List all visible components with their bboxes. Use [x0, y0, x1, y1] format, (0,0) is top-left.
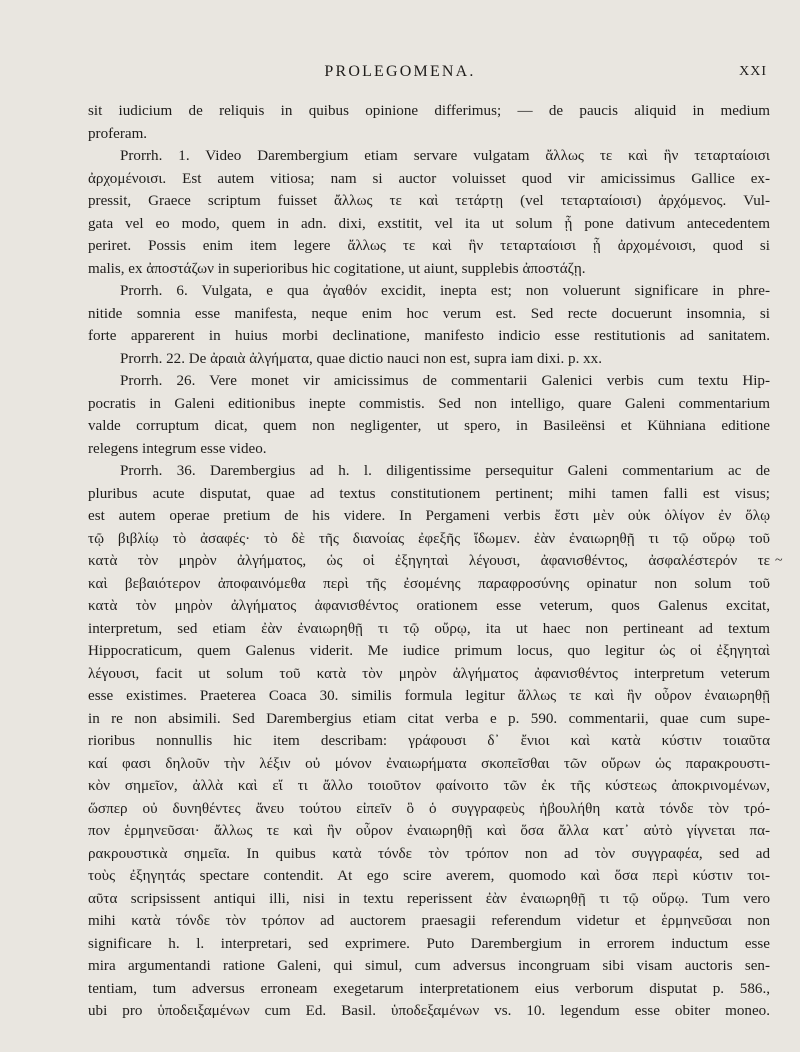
text-line: Prorrh. 22. De ἀραιὰ ἀλγήματα, quae dictio nauci non est, supra iam dixi. p. xx.: [120, 350, 602, 367]
text-line: ubi pro ὑποδειξαμένων cum Ed. Basil. ὑποδεξαμένων vs. 10. legendum esse obiter moneo.: [88, 1003, 770, 1019]
text-line: τοὺς ἐξηγητάς spectare contendit. At ego scire averem, quomodo καὶ ὅσα περὶ κύστιν τοι-: [88, 868, 770, 884]
page-number: XXI: [739, 64, 767, 79]
text-line: πον ἑρμηνεῦσαι· ἄλλως τε καὶ ἣν οὖρον ἐναιωρηθῇ καὶ ὅσα ἄλλα κατ᾿ αὐτὸ γίγνεται πα-: [88, 823, 770, 839]
body-text: [88, 100, 770, 1023]
text-line: Hippocraticum, quem Galenus viderit. Me iudice primum locus, quo legitur ὡς οἱ ἐξηγηταὶ: [88, 643, 770, 659]
text-line: Prorrh. 26. Vere monet vir amicissimus de commentarii Galenici verbis cum textu Hip-: [120, 373, 770, 389]
text-line: in re non absimili. Sed Darembergius etiam citat verba e p. 590. commentarii, quae cum supe-: [88, 710, 770, 727]
text-line: esse existimes. Praeterea Coaca 30. similis formula legitur ἄλλως τε καὶ ἣν οὖρον ἐναιωρηθῇ: [88, 688, 770, 704]
text-line: gata vel eo modo, quem in adn. dixi, exstitit, vel ita ut solum ᾗ pone dativum antecedentem: [88, 215, 770, 232]
text-line: κατὰ τὸν μηρὸν ἀλγήματος ἀφανισθέντος orationem esse veterum, quos Galenus excitat,: [88, 598, 770, 614]
text-line: valde corruptum dicat, quem non negligenter, ut spero, in Basileënsi et Kühniana editione: [88, 418, 770, 434]
margin-mark: ~: [775, 553, 783, 568]
text-line: ὥσπερ οὐ δυνηθέντες ἄνευ τούτου εἰπεῖν ὃ ὁ συγγραφεὺς ἠβουλήθη κατὰ τόνδε τὸν τρό-: [88, 800, 770, 817]
text-line: proferam.: [88, 125, 148, 142]
text-line: ρακρουστικὰ σημεῖα. In quibus κατὰ τόνδε τὸν τρόπον non ad τὸν συγγραφέα, sed ad: [88, 845, 770, 862]
text-line: sit iudicium de reliquis in quibus opinione differimus; — de paucis aliquid in medium: [88, 103, 770, 119]
text-line: λέγουσι, facit ut solum τοῦ κατὰ τὸν μηρὸν ἀλγήματος ἀφανισθέντος interpretum veterum: [88, 665, 770, 682]
text-line: τῷ βιβλίῳ τὸ ἀσαφές· τὸ δὲ τῆς διανοίας ἐφεξῆς ἴδωμεν. ἐὰν ἐναιωρηθῇ τι τῷ οὔρῳ τοῦ: [88, 530, 770, 547]
text-line: κὸν σημεῖον, ἀλλὰ καὶ εἴ τι ἄλλο τοιοῦτον φαίνοιτο τῶν ἐκ τῆς κύστεως ἀποκρινομένων,: [88, 778, 770, 794]
text-line: pocratis in Galeni editionibus inepte commistis. Sed non intelligo, quare Galeni commentarium: [88, 395, 770, 412]
text-line: mira argumentandi ratione Galeni, qui simul, cum adversus incongruam sibi visam auctoris sen-: [88, 958, 770, 974]
text-line: καί φασι δηλοῦν τὴν λέξιν οὐ μόνον ἐναιωρήματα σκοπεῖσθαι τῶν οὔρων ὡς παρακρουστι-: [88, 755, 770, 772]
text-line: καὶ βεβαιότερον ἀποφαινόμεθα περὶ τῆς ἐσομένης παραφροσύνης opinatur non solum τοῦ: [88, 575, 770, 592]
text-line: periret. Possis enim item legere ἄλλως τε καὶ ἣν τεταρταίοισι ᾗ ἀρχομένοισι, quod si: [88, 238, 770, 254]
text-line: ἀρχομένοισι. Est autem vitiosa; nam si auctor voluisset quod vir amicissimus Gallice ex-: [88, 170, 770, 187]
text-line: Prorrh. 36. Darembergius ad h. l. diligentissime persequitur Galeni commentarium ac de: [120, 463, 770, 479]
text-line: rioribus nonnullis hic item describam: γράφουσι δ᾿ ἔνιοι καὶ κατὰ κύστιν τοιαῦτα: [88, 733, 770, 749]
text-line: nitide somnia esse manifesta, neque enim hoc verum est. Sed recte docuerunt insomnia, si: [88, 305, 770, 322]
text-line: significare h. l. interpretari, sed exprimere. Puto Darembergium in errorem inductum esse: [88, 935, 770, 952]
text-line: Prorrh. 1. Video Darembergium etiam servare vulgatam ἄλλως τε καὶ ἣν τεταρταίοισι: [120, 148, 770, 164]
text-line: interpretum, sed etiam ἐὰν ἐναιωρηθῇ τι τῷ οὔρῳ, ita ut haec non pertineant ad textum: [88, 620, 770, 637]
page-header: [0, 63, 800, 83]
text-line: κατὰ τὸν μηρὸν ἀλγήματος, ὡς οἱ ἐξηγηταὶ λέγουσι, ἀφανισθέντος, ἀσφαλέστερόν τε: [88, 553, 770, 569]
text-line: pressit, Graece scriptum fuisset ἄλλως τε καὶ τετάρτῃ (vel τεταρταίοισι) ἀρχόμενος. Vul-: [88, 193, 770, 209]
text-line: relegens integrum esse video.: [88, 440, 267, 457]
running-title: PROLEGOMENA.: [324, 63, 476, 80]
text-line: Prorrh. 6. Vulgata, e qua ἀγαθόν excidit, inepta est; non voluerunt significare in phre-: [120, 283, 770, 299]
text-line: est autem operae pretium de his videre. In Pergameni verbis ἔστι μὲν οὐκ ὀλίγον ἐν ὅλῳ: [88, 508, 770, 524]
text-line: pluribus acute disputat, quae ad textus constitutionem pertinent; mihi tamen falli est visus;: [88, 485, 770, 502]
text-line: mihi κατὰ τόνδε τὸν τρόπον ad auctorem praesagii referendum videtur et ἑρμηνεῦσαι non: [88, 913, 770, 929]
text-line: tentiam, tum adversus erroneam exegetarum interpretationem eius verborum disputat p. 586.,: [88, 980, 770, 997]
text-line: forte apparerent in huius morbi declinatione, manifesto indicio esse restitutionis ad sanitatem.: [88, 328, 770, 344]
text-line: αῦτα scripsissent antiqui illi, nisi in textu reperissent ἐὰν ἐναιωρηθῇ τι τῷ οὔρῳ. Tum vero: [88, 890, 770, 907]
text-line: malis, ex ἀποστάζων in superioribus hic cogitatione, ut aiunt, supplebis ἀποστάζῃ.: [88, 260, 586, 277]
